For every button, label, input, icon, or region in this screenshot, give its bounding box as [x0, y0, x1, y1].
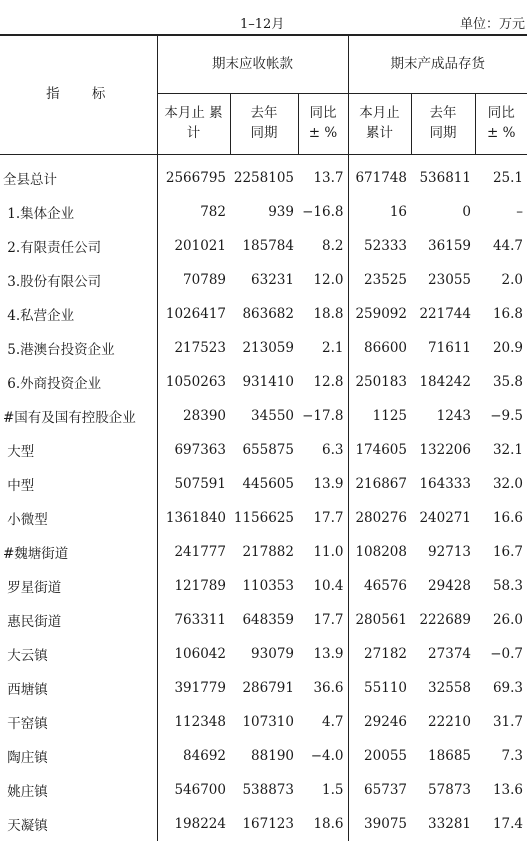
row-indicator: 2.有限责任公司: [0, 229, 157, 263]
row-indicator: 干窑镇: [0, 705, 157, 739]
row-value: 12.0: [298, 263, 348, 297]
row-value: 7.3: [475, 739, 527, 773]
row-value: 17.7: [298, 501, 348, 535]
row-value: 16.7: [475, 535, 527, 569]
row-value: 93079: [230, 637, 298, 671]
row-value: 12.8: [298, 365, 348, 399]
row-value: 221744: [411, 297, 475, 331]
row-value: 184242: [411, 365, 475, 399]
row-value: 69.3: [475, 671, 527, 705]
row-value: 18.8: [298, 297, 348, 331]
row-value: 280561: [348, 603, 411, 637]
row-value: 222689: [411, 603, 475, 637]
table-row: [0, 603, 527, 637]
table-row: [0, 467, 527, 501]
row-value: 27182: [348, 637, 411, 671]
row-value: 939: [230, 195, 298, 229]
table-header: [0, 35, 527, 155]
row-value: 84692: [157, 739, 230, 773]
row-value: 88190: [230, 739, 298, 773]
row-value: 240271: [411, 501, 475, 535]
row-value: 34550: [230, 399, 298, 433]
row-indicator: 3.股份有限公司: [0, 263, 157, 297]
row-value: 507591: [157, 467, 230, 501]
table-row: [0, 263, 527, 297]
col-header-yoy: 同比 ± %: [475, 94, 527, 155]
row-value: −9.5: [475, 399, 527, 433]
row-value: 52333: [348, 229, 411, 263]
row-value: 217882: [230, 535, 298, 569]
row-value: 32.1: [475, 433, 527, 467]
row-indicator: 4.私营企业: [0, 297, 157, 331]
row-indicator: 陶庄镇: [0, 739, 157, 773]
row-value: 536811: [411, 155, 475, 196]
row-value: 241777: [157, 535, 230, 569]
table-row: [0, 807, 527, 841]
row-value: 1125: [348, 399, 411, 433]
row-value: 20.9: [475, 331, 527, 365]
row-value: 1.5: [298, 773, 348, 807]
row-value: 2566795: [157, 155, 230, 196]
row-value: 201021: [157, 229, 230, 263]
period-label: 1–12月: [240, 13, 284, 32]
table-row: [0, 365, 527, 399]
row-indicator: 罗星街道: [0, 569, 157, 603]
row-indicator: 全县总计: [0, 155, 157, 196]
table-row: [0, 229, 527, 263]
row-value: 36.6: [298, 671, 348, 705]
row-value: 63231: [230, 263, 298, 297]
table-row: [0, 569, 527, 603]
table-row: [0, 637, 527, 671]
row-value: 1026417: [157, 297, 230, 331]
row-indicator: #魏塘街道: [0, 535, 157, 569]
row-value: 22210: [411, 705, 475, 739]
row-value: 259092: [348, 297, 411, 331]
row-value: 4.7: [298, 705, 348, 739]
row-value: 11.0: [298, 535, 348, 569]
row-value: 931410: [230, 365, 298, 399]
row-value: 697363: [157, 433, 230, 467]
row-value: 13.9: [298, 637, 348, 671]
row-value: 35.8: [475, 365, 527, 399]
row-value: 216867: [348, 467, 411, 501]
row-value: −17.8: [298, 399, 348, 433]
row-value: 1050263: [157, 365, 230, 399]
row-value: 174605: [348, 433, 411, 467]
row-indicator: 大云镇: [0, 637, 157, 671]
row-value: 655875: [230, 433, 298, 467]
row-value: 108208: [348, 535, 411, 569]
row-value: 121789: [157, 569, 230, 603]
statistics-table: [0, 34, 527, 841]
row-value: –: [475, 195, 527, 229]
row-value: 648359: [230, 603, 298, 637]
col-header-yoy: 同比 ± %: [298, 94, 348, 155]
row-value: 23525: [348, 263, 411, 297]
table-row: [0, 705, 527, 739]
row-value: 185784: [230, 229, 298, 263]
row-indicator: #国有及国有控股企业: [0, 399, 157, 433]
row-value: 58.3: [475, 569, 527, 603]
row-value: 13.9: [298, 467, 348, 501]
row-indicator: 5.港澳台投资企业: [0, 331, 157, 365]
row-value: 26.0: [475, 603, 527, 637]
row-value: 16.8: [475, 297, 527, 331]
row-value: 2.1: [298, 331, 348, 365]
row-value: 132206: [411, 433, 475, 467]
row-indicator: 中型: [0, 467, 157, 501]
row-value: 27374: [411, 637, 475, 671]
row-value: 286791: [230, 671, 298, 705]
row-value: 65737: [348, 773, 411, 807]
row-indicator: 天凝镇: [0, 807, 157, 841]
table-row: [0, 297, 527, 331]
row-value: 164333: [411, 467, 475, 501]
row-value: 763311: [157, 603, 230, 637]
row-value: 18685: [411, 739, 475, 773]
row-value: 391779: [157, 671, 230, 705]
row-value: 213059: [230, 331, 298, 365]
table-row: [0, 739, 527, 773]
inventory-group-header: 期末产成品存货: [348, 35, 527, 94]
row-value: 16: [348, 195, 411, 229]
row-value: 250183: [348, 365, 411, 399]
row-value: 18.6: [298, 807, 348, 841]
row-value: 86600: [348, 331, 411, 365]
table-row: [0, 501, 527, 535]
row-indicator: 大型: [0, 433, 157, 467]
row-value: 112348: [157, 705, 230, 739]
table-row: [0, 671, 527, 705]
row-value: 217523: [157, 331, 230, 365]
table-row: [0, 331, 527, 365]
row-value: 110353: [230, 569, 298, 603]
row-value: −4.0: [298, 739, 348, 773]
row-indicator: 西塘镇: [0, 671, 157, 705]
table-row: [0, 433, 527, 467]
row-value: 71611: [411, 331, 475, 365]
row-value: 2258105: [230, 155, 298, 196]
row-value: 1361840: [157, 501, 230, 535]
row-value: 20055: [348, 739, 411, 773]
row-value: 70789: [157, 263, 230, 297]
row-indicator: 6.外商投资企业: [0, 365, 157, 399]
row-indicator: 小微型: [0, 501, 157, 535]
row-value: 16.6: [475, 501, 527, 535]
col-header-ytd: 本月止 累 计: [157, 94, 230, 155]
row-value: 0: [411, 195, 475, 229]
row-value: 17.7: [298, 603, 348, 637]
row-value: 538873: [230, 773, 298, 807]
row-value: 25.1: [475, 155, 527, 196]
row-value: 10.4: [298, 569, 348, 603]
row-value: 1243: [411, 399, 475, 433]
row-value: 8.2: [298, 229, 348, 263]
row-value: 44.7: [475, 229, 527, 263]
row-value: 31.7: [475, 705, 527, 739]
row-value: 1156625: [230, 501, 298, 535]
table-row: [0, 399, 527, 433]
indicator-header: 指 标: [0, 35, 157, 155]
row-value: 29428: [411, 569, 475, 603]
row-value: 863682: [230, 297, 298, 331]
row-indicator: 惠民街道: [0, 603, 157, 637]
col-header-ytd: 本月止 累计: [348, 94, 411, 155]
row-value: 167123: [230, 807, 298, 841]
row-value: 546700: [157, 773, 230, 807]
row-value: 55110: [348, 671, 411, 705]
row-value: 280276: [348, 501, 411, 535]
row-value: 445605: [230, 467, 298, 501]
row-value: 39075: [348, 807, 411, 841]
table-caption: [0, 0, 531, 34]
table-row: [0, 535, 527, 569]
table-row: [0, 773, 527, 807]
col-header-prev-year: 去年 同期: [230, 94, 298, 155]
row-value: 32558: [411, 671, 475, 705]
row-value: 32.0: [475, 467, 527, 501]
row-value: 23055: [411, 263, 475, 297]
row-value: 92713: [411, 535, 475, 569]
row-value: 13.6: [475, 773, 527, 807]
row-value: 28390: [157, 399, 230, 433]
row-value: 671748: [348, 155, 411, 196]
row-value: −16.8: [298, 195, 348, 229]
table-row: [0, 155, 527, 196]
row-value: 2.0: [475, 263, 527, 297]
row-value: 46576: [348, 569, 411, 603]
row-value: 13.7: [298, 155, 348, 196]
unit-label: 单位：万元: [460, 13, 525, 32]
row-value: 107310: [230, 705, 298, 739]
receivables-group-header: 期末应收帐款: [157, 35, 348, 94]
row-value: 57873: [411, 773, 475, 807]
row-value: 33281: [411, 807, 475, 841]
row-value: 36159: [411, 229, 475, 263]
row-indicator: 姚庄镇: [0, 773, 157, 807]
row-indicator: 1.集体企业: [0, 195, 157, 229]
row-value: 29246: [348, 705, 411, 739]
row-value: 782: [157, 195, 230, 229]
row-value: 106042: [157, 637, 230, 671]
col-header-prev-year: 去年 同期: [411, 94, 475, 155]
row-value: 6.3: [298, 433, 348, 467]
table-row: [0, 195, 527, 229]
table-body: [0, 155, 527, 841]
row-value: −0.7: [475, 637, 527, 671]
row-value: 198224: [157, 807, 230, 841]
row-value: 17.4: [475, 807, 527, 841]
